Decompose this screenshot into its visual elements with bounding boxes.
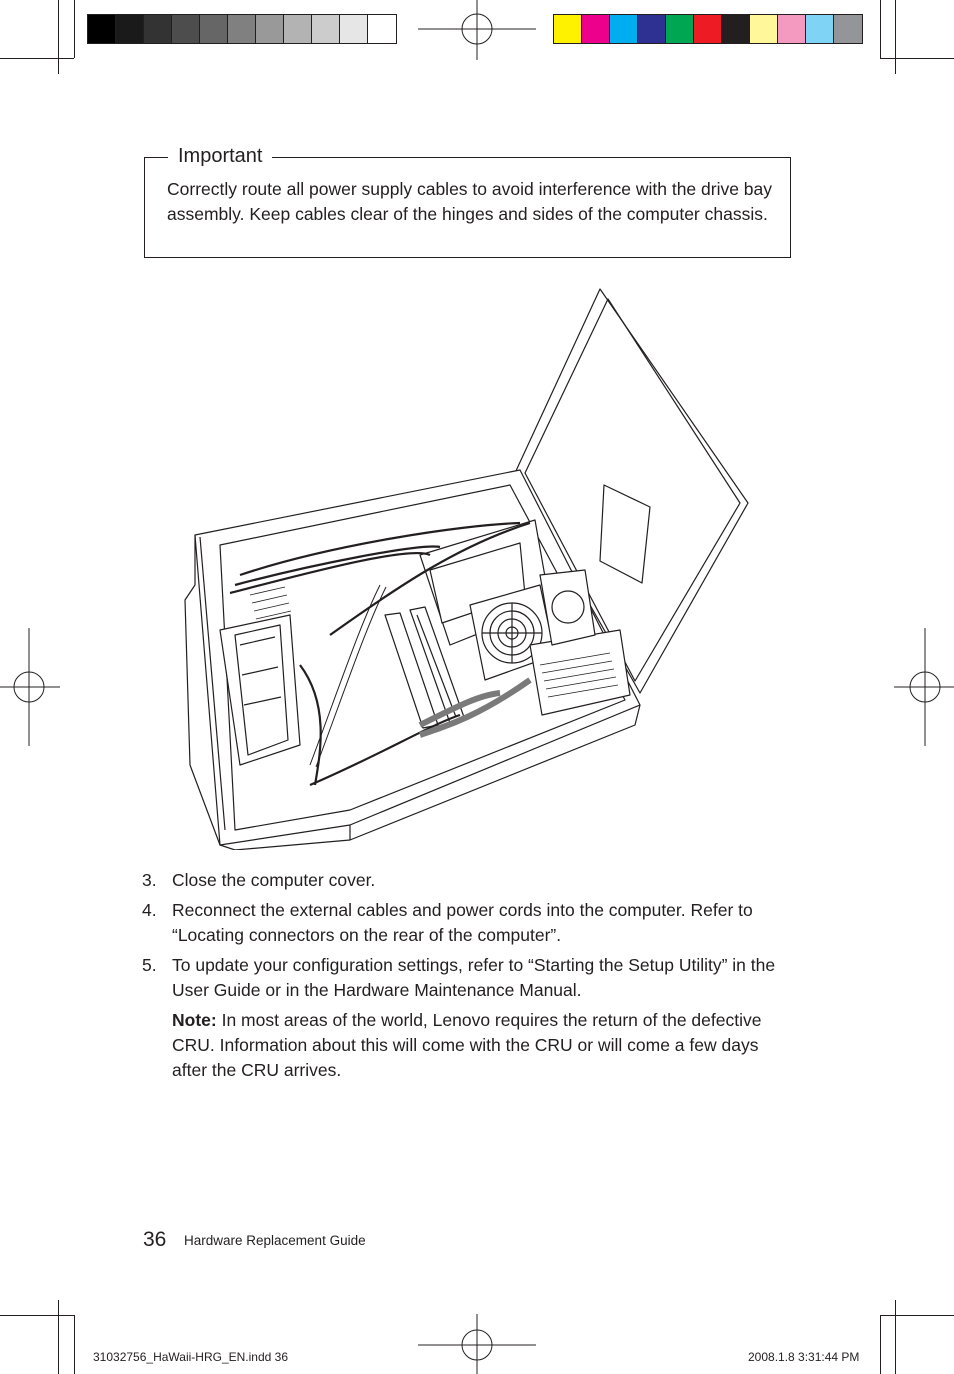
- color-swatch: [228, 15, 256, 43]
- registration-mark-left: [0, 628, 60, 746]
- grayscale-color-bar: [87, 14, 397, 44]
- step-number: 3.: [142, 870, 157, 890]
- color-swatch: [256, 15, 284, 43]
- color-swatch: [582, 15, 610, 43]
- important-title: Important: [168, 145, 272, 168]
- slug-timestamp: 2008.1.8 3:31:44 PM: [748, 1350, 860, 1364]
- color-swatch: [610, 15, 638, 43]
- note-text: In most areas of the world, Lenovo requires the return of the defective CRU. Information about this will come with the CRU or will come a few days after the CRU arrives.: [172, 1010, 762, 1080]
- color-swatch: [778, 15, 806, 43]
- color-swatch: [116, 15, 144, 43]
- important-text: Correctly route all power supply cables to avoid interference with the drive bay assembly. Keep cables clear of the hinges and sides of the computer chassis.: [167, 179, 773, 224]
- registration-mark-bottom: [418, 1314, 536, 1374]
- step-text: To update your configuration settings, refer to “Starting the Setup Utility” in the User Guide or in the Hardware Maintenance Manual.: [172, 955, 776, 1000]
- step-text: Reconnect the external cables and power cords into the computer. Refer to “Locating connectors on the rear of the computer”.: [172, 900, 753, 945]
- color-swatch: [172, 15, 200, 43]
- page-number: 36: [143, 1228, 167, 1251]
- color-swatch: [638, 15, 666, 43]
- step-number: 4.: [142, 900, 157, 920]
- registration-mark-right: [894, 628, 954, 746]
- color-swatch: [666, 15, 694, 43]
- step-number: 5.: [142, 955, 157, 975]
- color-swatch: [750, 15, 778, 43]
- color-swatch: [834, 15, 862, 43]
- color-swatch: [200, 15, 228, 43]
- running-footer: Hardware Replacement Guide: [184, 1233, 366, 1248]
- color-swatch: [722, 15, 750, 43]
- color-swatch: [368, 15, 396, 43]
- color-swatch: [340, 15, 368, 43]
- note-label: Note:: [172, 1010, 217, 1030]
- color-swatch: [312, 15, 340, 43]
- note-paragraph: [172, 1008, 782, 1083]
- computer-chassis-illustration: [180, 285, 760, 850]
- step-text: Close the computer cover.: [172, 870, 376, 890]
- color-swatch: [554, 15, 582, 43]
- registration-mark-top: [418, 0, 536, 60]
- process-color-bar: [553, 14, 863, 44]
- color-swatch: [694, 15, 722, 43]
- color-swatch: [88, 15, 116, 43]
- color-swatch: [806, 15, 834, 43]
- slug-file-info: 31032756_HaWaii-HRG_EN.indd 36: [93, 1350, 288, 1364]
- color-swatch: [284, 15, 312, 43]
- color-swatch: [144, 15, 172, 43]
